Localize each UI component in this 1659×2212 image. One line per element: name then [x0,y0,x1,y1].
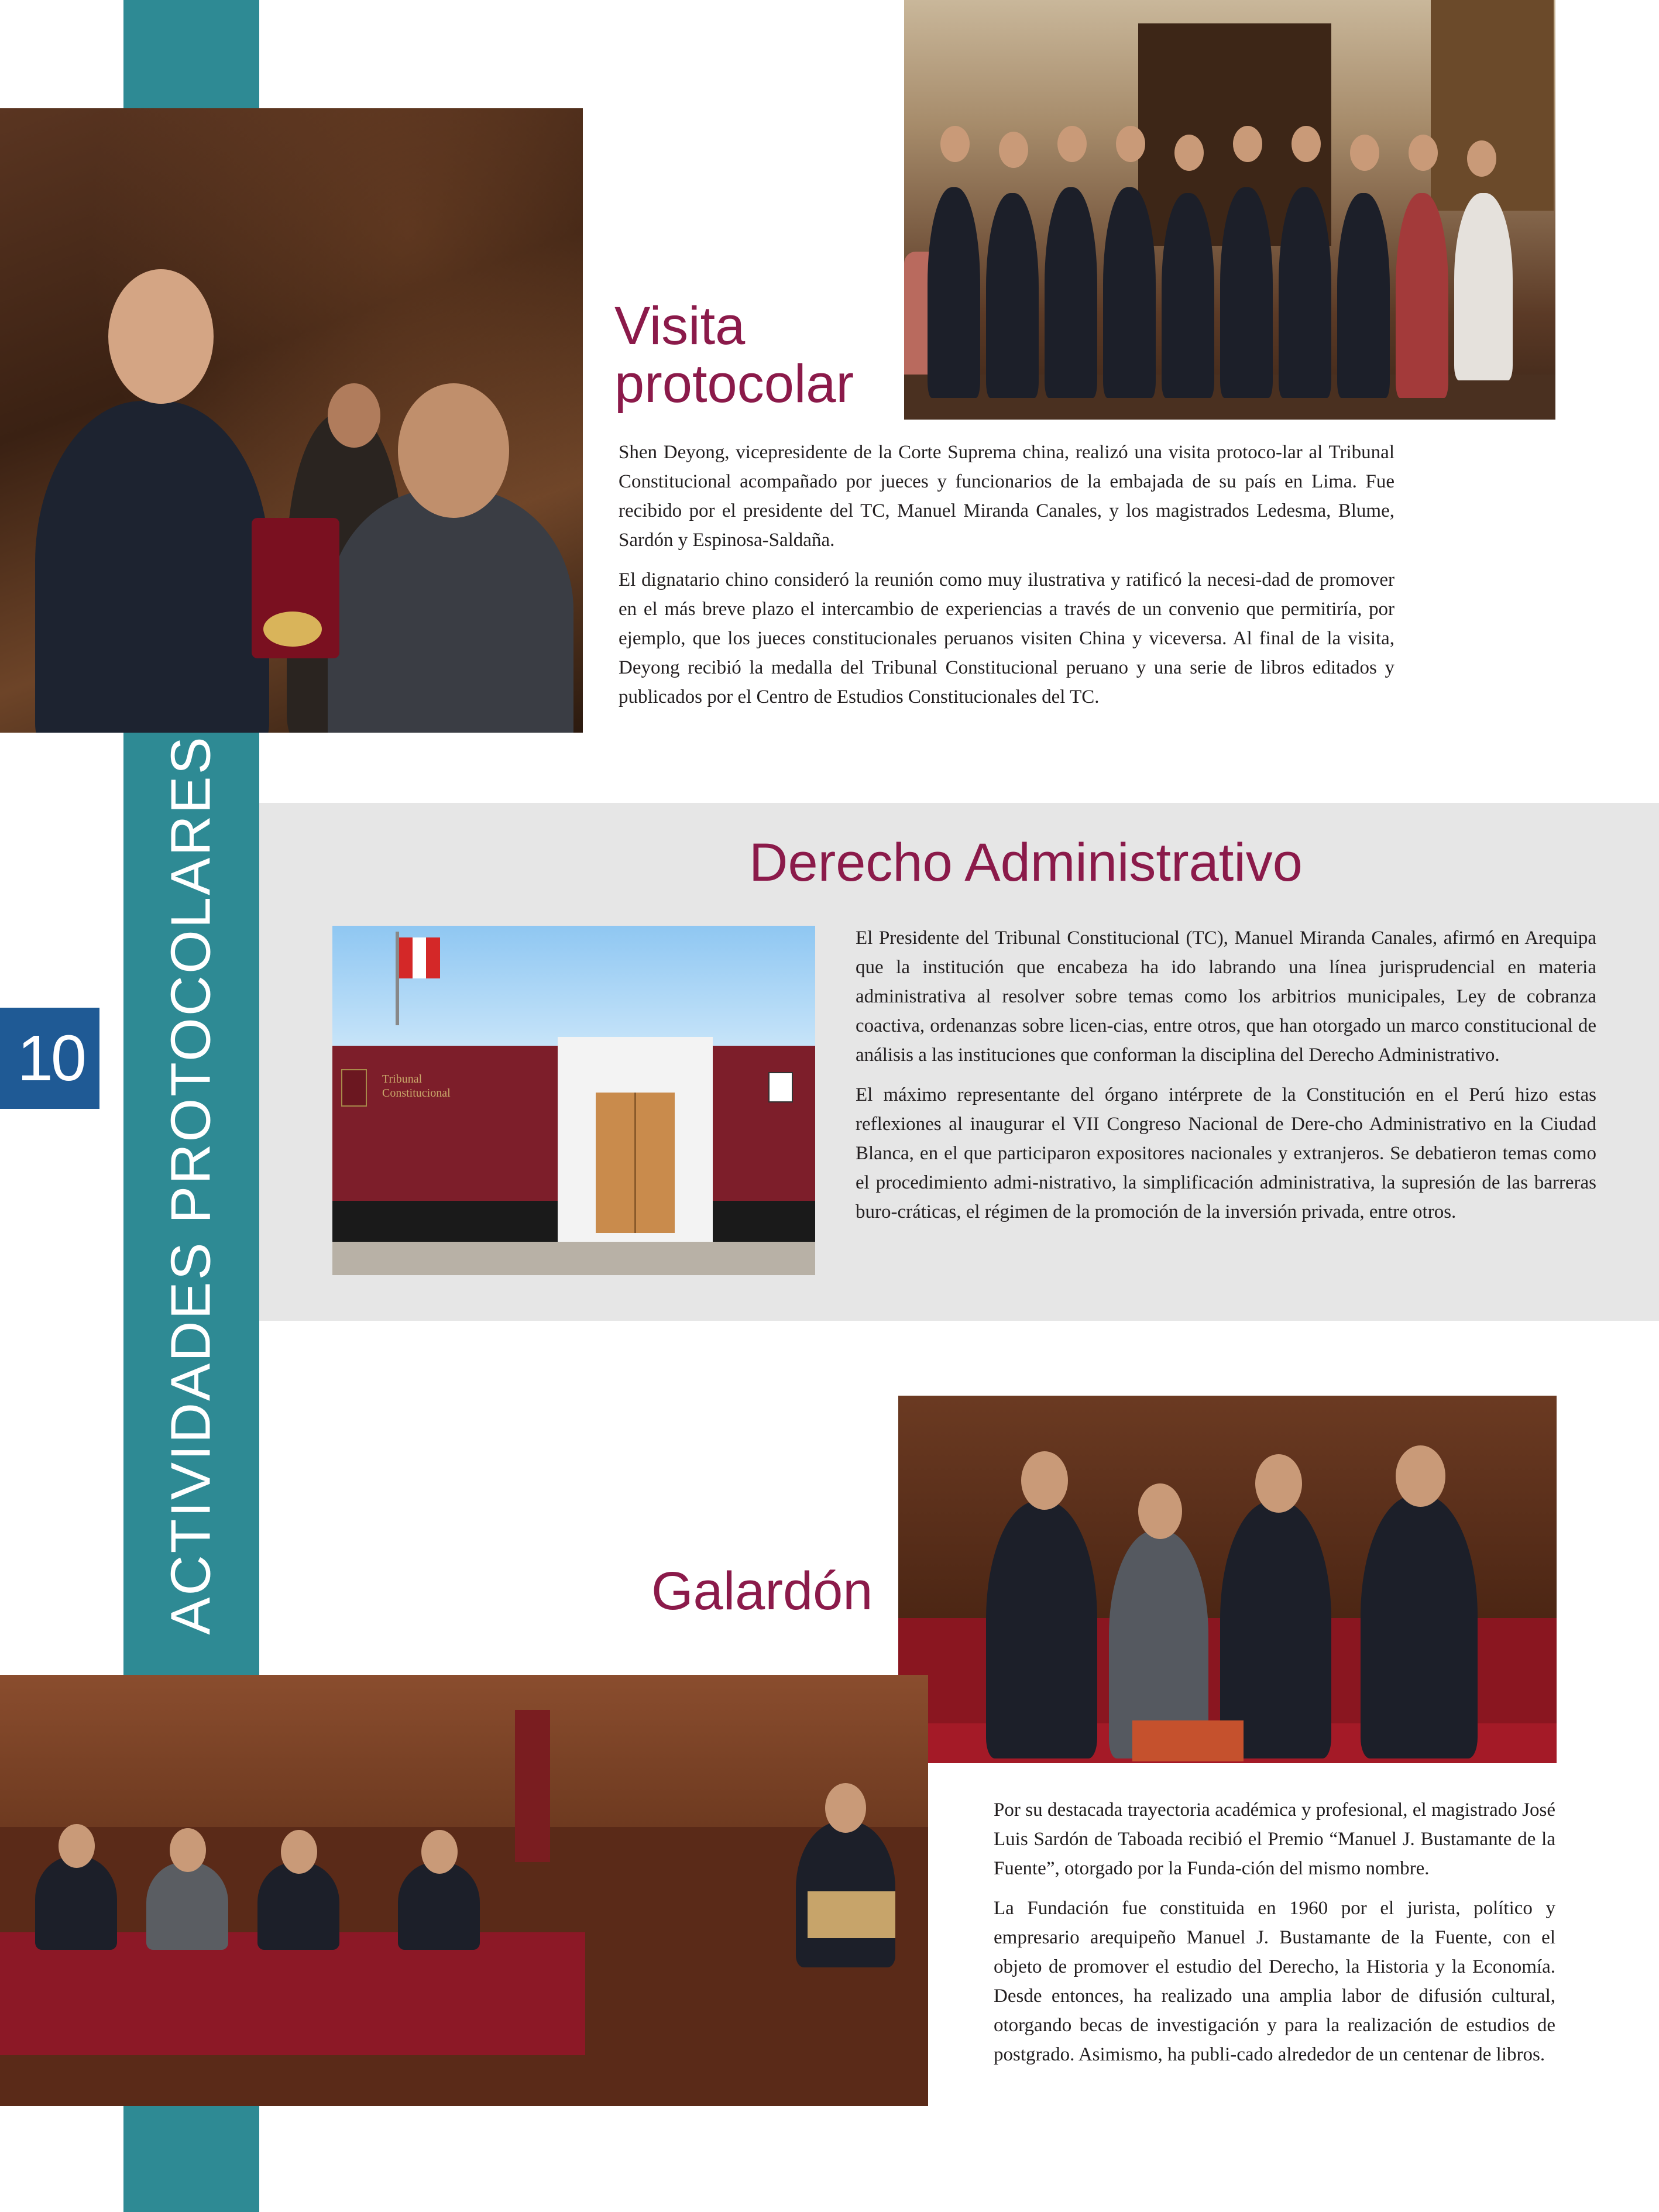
visita-paragraph-2: El dignatario chino consideró la reunión como muy ilustrativa y ratificó la necesi-dad de promover en el más breve plazo el intercambio de experiencias a través de un convenio que permitiría, por ejemplo, que los jueces constitucionales peruanos visiten China y viceversa. Al final de la visita, Deyong recibió la medalla del Tribunal Constitucional peruano y una serie de libros editados y publicados por el Centro de Estudios Constitucionales del TC. [619,569,1394,707]
galardon-body [994,1795,1555,2080]
photo-award-ceremony [0,1675,928,2106]
derecho-body [856,923,1596,1237]
section-label [123,735,259,1635]
visita-paragraph-1: Shen Deyong, vicepresidente de la Corte Suprema china, realizó una visita protoco-lar al Tribunal Constitucional acompañado por jueces y funcionarios de la embajada de su país en Lima. Fue recibido por el presidente del TC, Manuel Miranda Canales, y los magistrados Ledesma, Blume, Sardón y Espinosa-Saldaña. [619,442,1394,551]
building-sign: Tribunal Constitucional [382,1073,451,1100]
derecho-title: Derecho Administrativo [749,833,1303,892]
galardon-paragraph-1: Por su destacada trayectoria académica y profesional, el magistrado José Luis Sardón de Taboada recibió el Premio “Manuel J. Bustamante de la Fuente”, otorgado por la Funda-ción del mismo nombre. [994,1799,1555,1879]
derecho-paragraph-1: El Presidente del Tribunal Constitucional (TC), Manuel Miranda Canales, afirmó en Arequipa que la institución que encabeza ha ido labrando una línea jurisprudencial en materia administrativa al resolver sobre temas como los arbitrios municipales, Ley de cobranza coactiva, ordenanzas sobre licen-cias, entre otros, que han otorgado un marco constitucional de análisis a las instituciones que conforman la disciplina del Derecho Administrativo. [856,928,1596,1066]
derecho-paragraph-2: El máximo representante del órgano intérprete de la Constitución en el Perú hizo estas reflexiones al inaugurar el VII Congreso Nacional de Dere-cho Administrativo en la Ciudad Blanca, en el que participaron expositores nacionales y extranjeros. Se debatieron temas como el procedimiento admi-nistrativo, la simplificación administrativa, la supresión de las barreras buro-cráticas, el régimen de la promoción de la inversión privada, entre otros. [856,1084,1596,1222]
photo-tc-building [332,926,815,1275]
photo-group-visit [904,0,1555,420]
section-label-text: ACTIVIDADES PROTOCOLARES [160,735,222,1635]
photo-medal-handover [0,108,583,733]
visita-title-line1: Visita [614,296,746,356]
page-number: 10 [17,1022,84,1094]
galardon-title: Galardón [651,1561,873,1621]
photo-award-group [898,1396,1557,1763]
visita-body [619,438,1394,722]
visita-title-line2: protocolar [614,354,854,414]
visita-title [614,297,854,414]
page-number-badge [0,1008,99,1109]
galardon-paragraph-2: La Fundación fue constituida en 1960 por el jurista, político y empresario arequipeño Manuel J. Bustamante de la Fuente, con el objeto de promover el estudio del Derecho, la Historia y la Economía. Desde entonces, ha realizado una amplia labor de difusión cultural, otorgando becas de investigación y para la realización de estudios de postgrado. Asimismo, ha publi-cado alrededor de un centenar de libros. [994,1898,1555,2065]
